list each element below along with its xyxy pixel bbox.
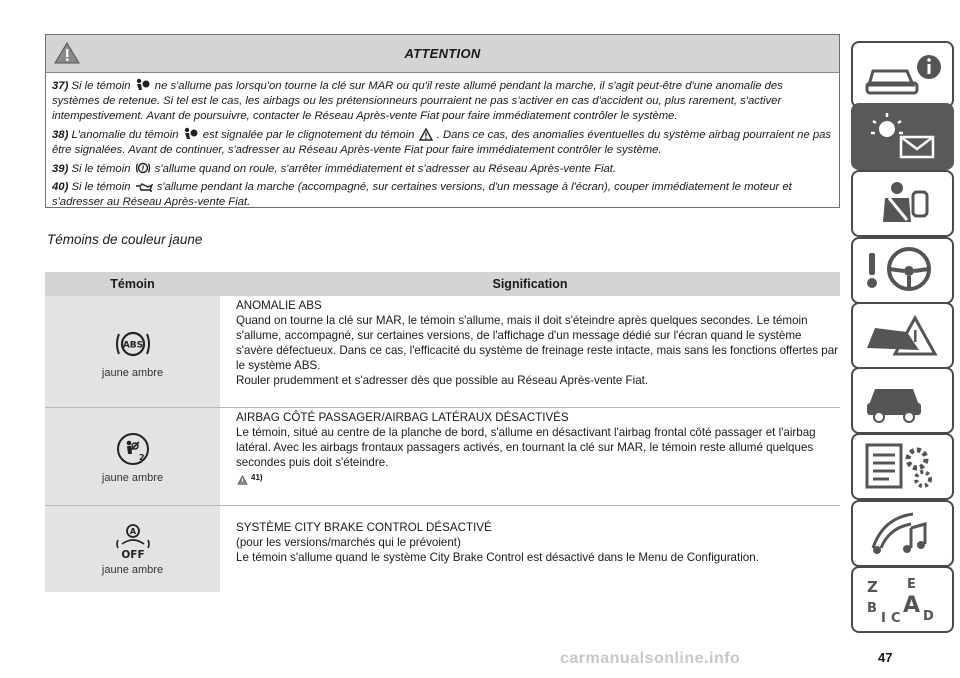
tab-emergency[interactable] (851, 302, 954, 369)
lamp-color-label: jaune ambre (101, 564, 164, 576)
city-brake-off-icon (114, 522, 152, 560)
table-row (45, 296, 840, 408)
attention-notes (46, 73, 839, 210)
svg-text:I: I (881, 611, 886, 626)
engine-oil-icon (135, 181, 153, 193)
car-service-icon (863, 375, 943, 427)
passenger-airbag-off-icon (114, 430, 152, 468)
tab-car-info[interactable] (851, 41, 954, 108)
table-row (45, 408, 840, 506)
note-39: 39) Si le témoin ! s'allume quand on roule, s'arrêter immédiatement et s'adresser au Réseau Après-vente Fiat. (52, 163, 617, 175)
abs-warning-icon (114, 325, 152, 363)
attention-header (46, 35, 839, 73)
tab-technical-data[interactable] (851, 433, 954, 500)
page-number: 47 (878, 650, 893, 665)
header-warning-light: Témoin (110, 277, 155, 291)
row-lamp-cell (45, 408, 220, 505)
svg-text:D: D (923, 609, 934, 624)
svg-text:!: ! (141, 164, 145, 173)
multimedia-icon (863, 508, 943, 560)
tab-safety[interactable] (851, 170, 954, 237)
row-description: AIRBAG CÔTÉ PASSAGER/AIRBAG LATÉRAUX DÉSACTIVÉS Le témoin, situé au centre de la planche de bord, s'allume en désactivant l'airbag frontal côté passager et l'airbag latéral. Avec les airbags frontaux passagers activés, en tournant la clé sur MAR, le témoin reste allumé quelques secondes puis doit s'éteindre. 41) (220, 408, 840, 505)
tab-maintenance[interactable] (851, 367, 954, 434)
seatbelt-icon (863, 178, 943, 230)
svg-text:A: A (129, 527, 136, 536)
warning-light-envelope-icon (863, 111, 943, 163)
note-40: 40) Si le témoin s'allume pendant la marche (accompagné, sur certaines versions, d'un message à l'écran), couper immédiatement le moteur et s'adresser au Réseau Après-vente Fiat. (52, 181, 792, 208)
table-row (45, 506, 840, 592)
steering-wheel-icon (863, 245, 943, 297)
brake-warning-icon (135, 161, 151, 175)
svg-text:ABS: ABS (122, 340, 143, 350)
general-warning-icon (237, 475, 248, 485)
note-38: 38) L'anomalie du témoin est signalée par le clignotement du témoin . Dans ce cas, des anomalies éventuelles du système airbag pourraient ne pas être signalées. Avant de continuer, s'adresser au Réseau Après-vente Fiat pour faire immédiatement contrôler le système. (52, 129, 832, 156)
tab-warning-lights[interactable] (851, 103, 954, 170)
svg-text:A: A (903, 593, 921, 618)
car-info-icon (863, 49, 943, 101)
breakdown-icon (863, 310, 943, 362)
general-warning-icon (419, 128, 433, 141)
tab-multimedia[interactable] (851, 500, 954, 567)
header-meaning: Signification (492, 277, 568, 291)
svg-text:E: E (907, 577, 916, 592)
alphabet-index-icon (863, 574, 943, 626)
warning-lights-table (45, 272, 840, 592)
lamp-color-label: jaune ambre (101, 366, 164, 379)
section-title: Témoins de couleur jaune (47, 232, 203, 247)
svg-text:2: 2 (138, 452, 145, 462)
row-lamp-cell (45, 296, 220, 407)
tab-index[interactable] (851, 566, 954, 633)
watermark: carmanualsonline.info (560, 650, 741, 667)
row-description: ANOMALIE ABS Quand on tourne la clé sur MAR, le témoin s'allume, mais il doit s'éteindre après quelques secondes. Le témoin s'allume, accompagné, sur certaines versions, de l'affichage d'un message dédié sur l'écran quand le système s'avère défectueux. Dans ce cas, l'efficacité du système de freinage reste intacte, mais sans les fonctions offertes par le système ABS. Rouler prudemment et s'adresser dès que possible au Réseau Après-vente Fiat. (236, 299, 839, 387)
reference-note: 41) (236, 470, 840, 486)
tab-driving[interactable] (851, 237, 954, 304)
attention-box (45, 34, 840, 208)
svg-text:B: B (867, 601, 877, 616)
airbag-warning-icon (135, 78, 151, 92)
row-description: SYSTÈME CITY BRAKE CONTROL DÉSACTIVÉ (pour les versions/marchés qui le prévoient) Le témoin s'allume quand le système City Brake Control est désactivé dans le Menu de Configuration. (236, 521, 759, 564)
lamp-color-label: jaune ambre (101, 471, 164, 484)
svg-text:OFF: OFF (120, 549, 145, 560)
svg-text:C: C (891, 611, 901, 626)
attention-title: ATTENTION (404, 46, 481, 61)
specs-gear-icon (863, 441, 943, 493)
row-lamp-cell (45, 506, 220, 592)
table-header (45, 272, 840, 296)
note-37: 37) Si le témoin ne s'allume pas lorsqu'on tourne la clé sur MAR ou qu'il reste allumé pendant la marche, il s'agit peut-être d'une anomalie des systèmes de retenue. Si tel est le cas, les airbags ou les prétensionneurs pourraient ne pas s'activer en cas d'accident ou, plus rarement, s'activer intempestivement. Avant de poursuivre, contacter le Réseau Après-vente Fiat pour faire immédiatement contrôler le système. (52, 80, 783, 122)
svg-text:Z: Z (867, 578, 878, 596)
airbag-warning-icon (183, 127, 199, 141)
